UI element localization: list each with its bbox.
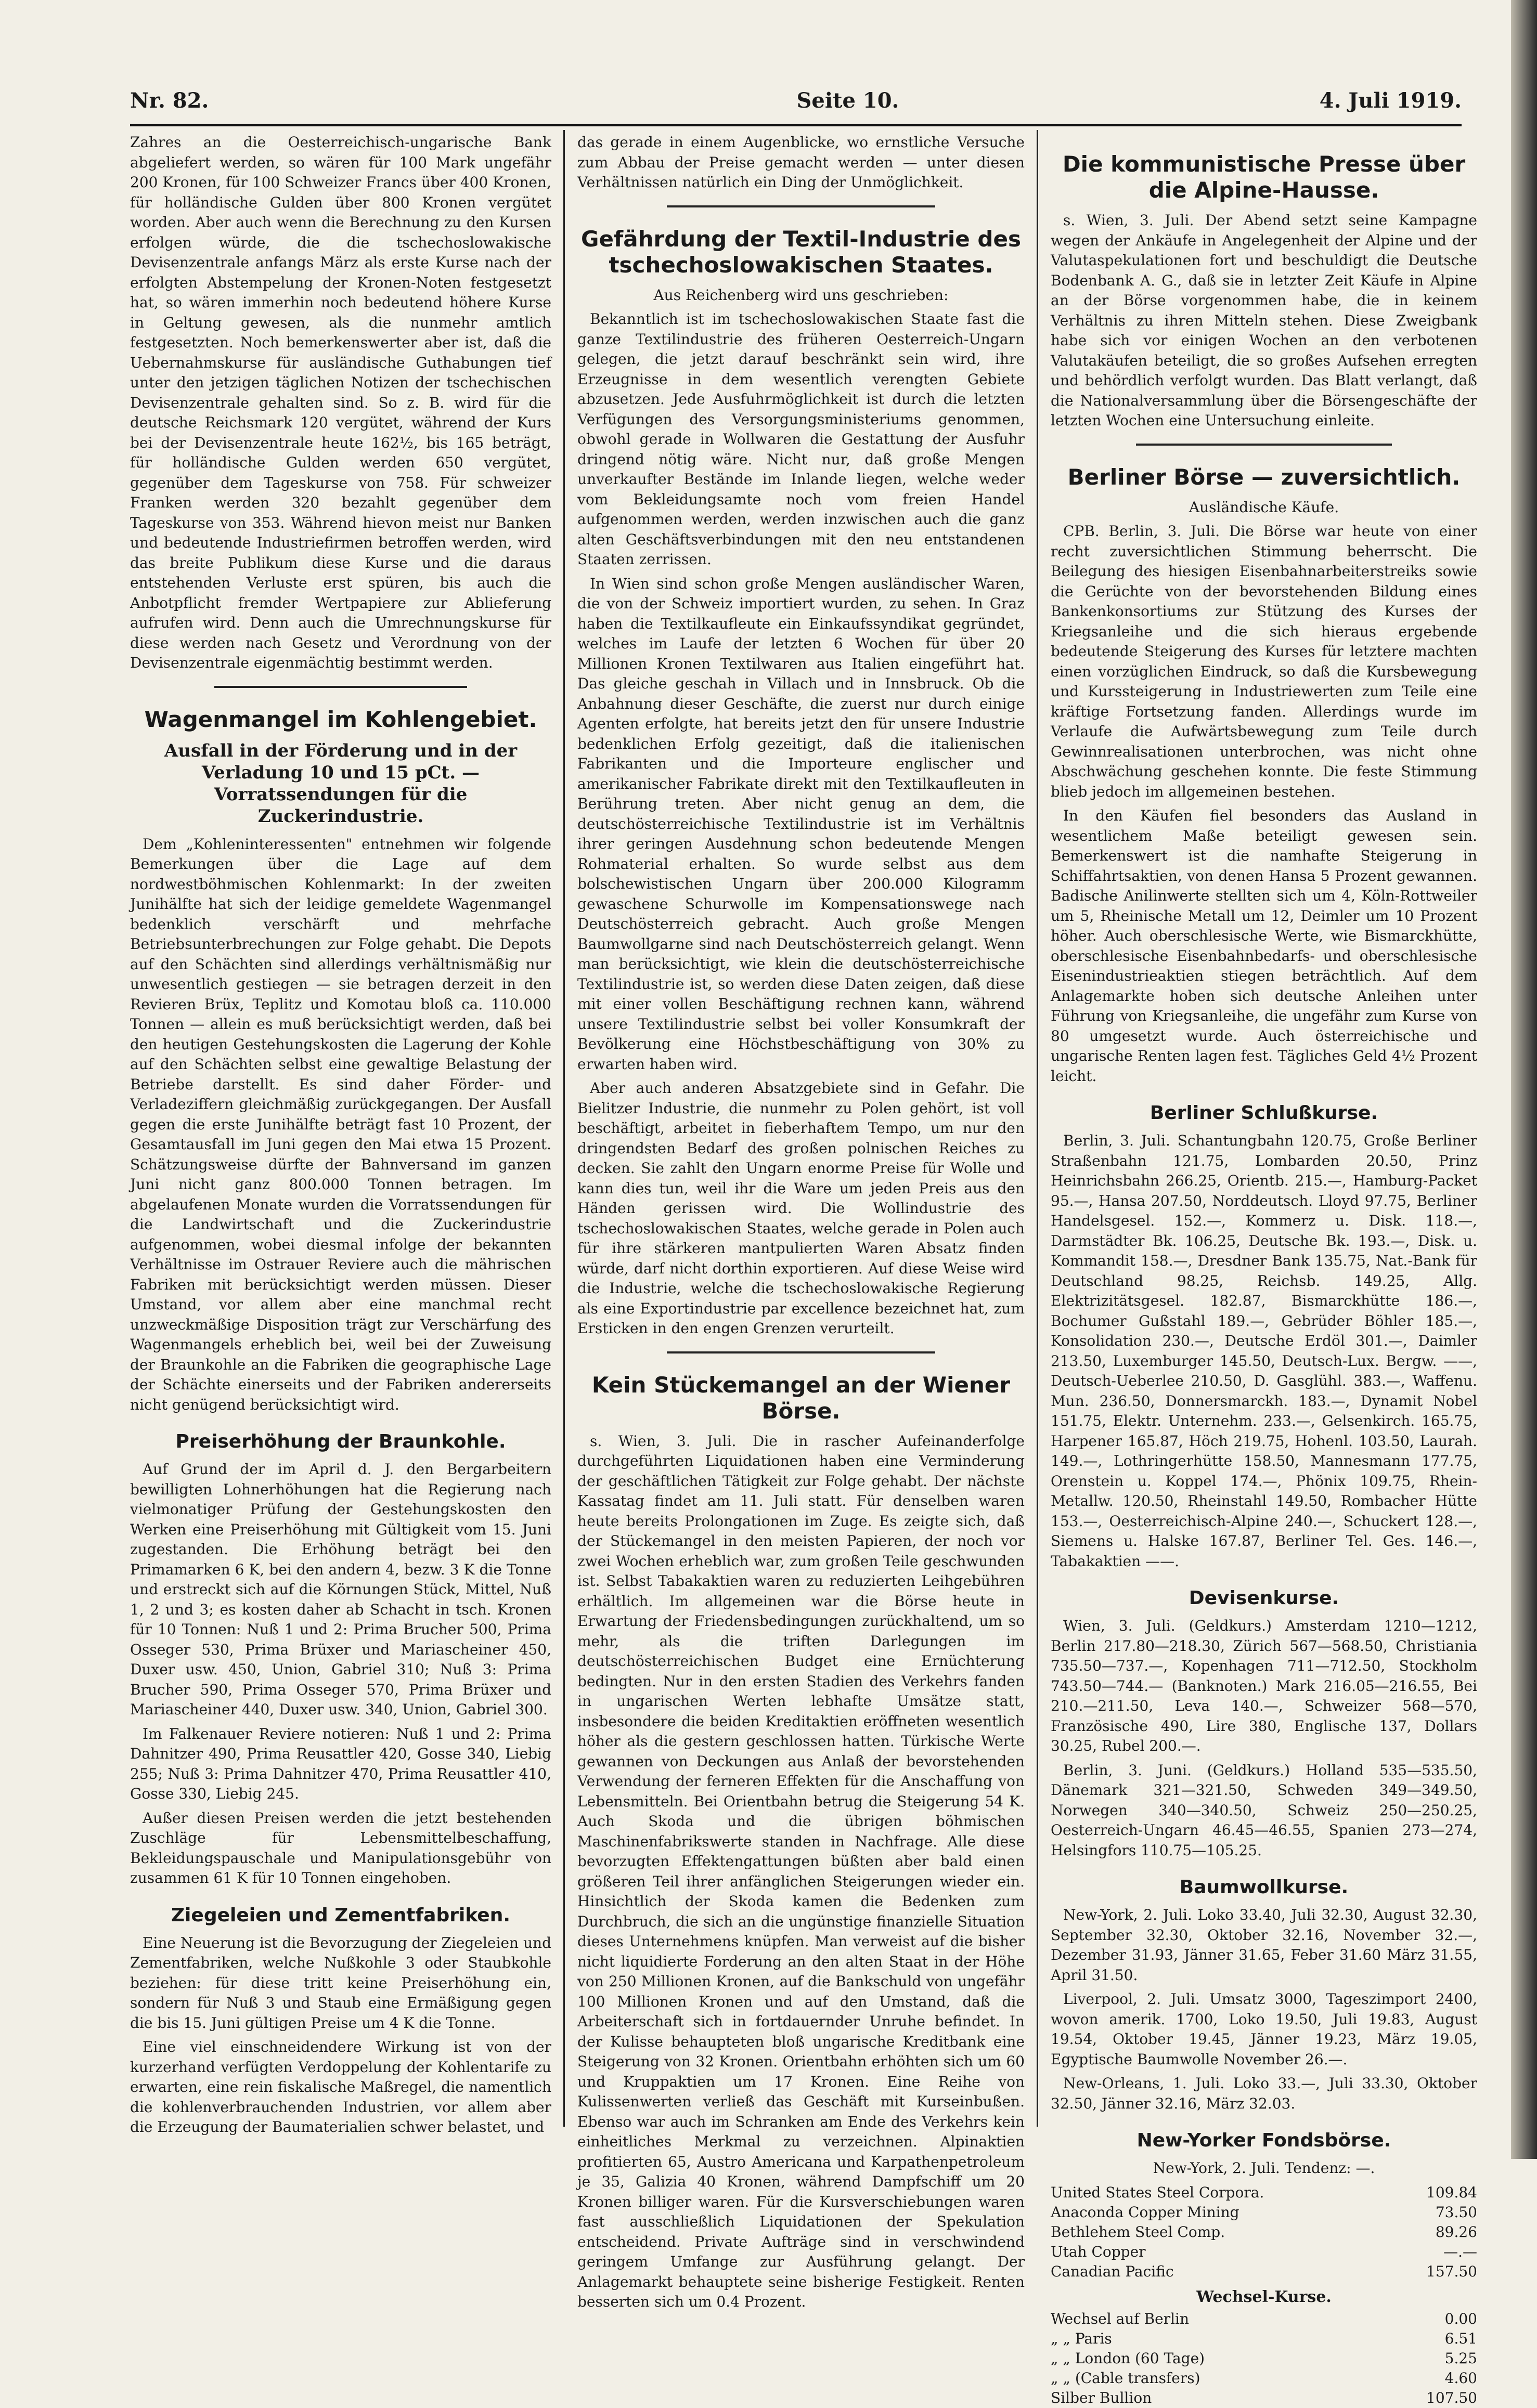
article-paragraph: s. Wien, 3. Juli. Der Abend setzt seine Kampagne wegen der Ankäufe in Angelegenheit der Alpine und der Valutaspekulationen fort und beschuldigt die Deutsche Bodenbank A. G., daß sie in letzter Zeit Käufe in Alpine an der Börse vorgenommen habe, die in keinem Verhältnis zu ihren Mitteln stehen. Diese Zweigbank habe sich vor einigen Wochen an den verbotenen Valutakäufen beteiligt, die so großes Aufsehen erregten und behördlich verfolgt wurden. Das Blatt verlangt, daß die Nationalversammlung über die Börsengeschäfte der letzten Wochen eine Untersuchung einleite. xyxy=(1051,212,1477,429)
column-3 xyxy=(1051,133,1477,2406)
exchange-name: „ „ London (60 Tage) xyxy=(1051,2349,1205,2367)
exchange-value: 107.50 xyxy=(1426,2389,1477,2406)
article-title-textil: Gefährdung der Textil-Industrie des tschechoslowakischen Staates. xyxy=(581,226,1021,278)
article-paragraph: Dem „Kohleninteressenten" entnehmen wir folgende Bemerkungen über die Lage auf dem nordwestböhmischen Kohlenmarkt: In der zweiten Junihälfte hat sich der leidige gemeldete Wagenmangel bedenklich verschärft und mehrfache Betriebsunterbrechungen zur Folge gehabt. Die Depots auf den Schächten sind allerdings verhältnismäßig nur unwesentlich gestiegen — sie betragen derzeit in den Revieren Brüx, Teplitz und Komotau bloß ca. 110.000 Tonnen — allein es muß berücksichtigt werden, daß bei den heutigen Gestehungskosten die Lagerung der Kohle auf den Schächten selbst eine gewaltige Belastung der Betriebe darstellt. Es sind daher Förder- und Verladeziffern gleichmäßig zurückgegangen. Der Ausfall gegen die erste Junihälfte beträgt fast 10 Prozent, der Gesamtausfall im Juni gegen den Mai etwa 15 Prozent. Schätzungsweise dürfte der Bahnversand im ganzen Juni nicht ganz 800.000 Tonnen betragen. Im abgelaufenen Monate wurden die Vorratssendungen für die Landwirtschaft und die Zuckerindustrie aufgenommen, wobei diesmal infolge der bekannten Verhältnisse im Ostrauer Reviere auch die mährischen Fabriken mit berücksichtigt werden müssen. Dieser Umstand, vor allem aber eine manchmal recht unzweckmäßige Disposition trägt zur Verschärfung des Wagenmangels erheblich bei, weil bei der Zuweisung der Braunkohle an die Fabriken die geographische Lage der Schächte einerseits und der Fabriken andererseits nicht genügend berücksichtigt wird. xyxy=(130,835,551,1413)
table-row xyxy=(1051,2183,1477,2203)
exchange-name: Silber Bullion xyxy=(1051,2389,1152,2406)
stock-value: 73.50 xyxy=(1435,2203,1477,2221)
table-row xyxy=(1051,2388,1477,2408)
article-continuation: Zahres an die Oesterreichisch-ungarische Bank abgeliefert werden, so wären für 100 Mark ungefähr 200 Kronen, für 100 Schweizer Francs über 400 Kronen, für holländische Gulden über 800 Kronen vergütet worden. Aber auch wenn die Berechnung zu den Kursen erfolgen würde, die die tschechoslowakische Devisenzentrale anfangs März als erste Kurse nach der erfolgten Abstempelung der Kronen-Noten festgesetzt hat, so wären immerhin noch bedeutend höhere Kurse in Geltung gewesen, als die nunmehr amtlich festgesetzten. Noch bemerkenswerter aber ist, daß die Uebernahmskurse für ausländische Guthabungen tief unter den jetzigen täglichen Notizen der tschechischen Devisenzentrale gehalten sind. So z. B. wird für die deutsche Reichsmark 120 vergütet, während der Kurs bei der Devisenzentrale heute 162½, bis 165 beträgt, für holländische Gulden werden 650 vergütet, gegenüber dem Tageskurse von 758. Für schweizer Franken werden 320 bezahlt gegenüber dem Tageskurse von 353. Während hievon meist nur Banken und bedeutende Industriefirmen betroffen werden, wird das breite Publikum diese Kurse und die daraus entstehenden Verluste erst spüren, bis auch die Anbotpflicht fremder Wertpapiere zur Ablieferung aufrufen wird. Denn auch die Umrechnungskurse für diese werden nach Gesetz und Verordnung von der Devisenzentrale eigenmächtig bestimmt werden. xyxy=(130,134,551,671)
table-row xyxy=(1051,2242,1477,2262)
article-paragraph: Bekanntlich ist im tschechoslowakischen Staate fast die ganze Textilindustrie des früheren Oesterreich-Ungarn gelegen, die jetzt darauf beschränkt sein wird, ihre Erzeugnisse in dem wesentlich verengten Gebiete abzusetzen. Jede Ausfuhrmöglichkeit ist durch die letzten Verfügungen des Versorgungsministeriums genommen, obwohl gerade in Wollwaren die Gestattung der Ausfuhr dringend nötig wäre. Nicht nur, daß große Mengen unverkaufter Bestände im Inlande liegen, welche weder vom Bekleidungsamte noch vom freien Handel aufgenommen werden, werden inzwischen auch die ganz alten Geschäftsverbindungen mit den neu entstandenen Staaten zerrissen. xyxy=(577,310,1025,568)
table-row xyxy=(1051,2349,1477,2368)
article-paragraph: Außer diesen Preisen werden die jetzt bestehenden Zuschläge für Lebensmittelbeschaffung, Bekleidungspauschale und Manipulationsgebühr von zusammen 61 K für 10 Tonnen eingehoben. xyxy=(130,1809,551,1886)
article-title-berliner-boerse: Berliner Börse — zuversichtlich. xyxy=(1067,464,1461,490)
issue-date: 4. Juli 1919. xyxy=(1319,88,1462,113)
stock-name: United States Steel Corpora. xyxy=(1051,2183,1264,2201)
column-divider-2 xyxy=(1037,130,1038,2127)
issue-number: Nr. 82. xyxy=(130,88,209,113)
stock-value: 157.50 xyxy=(1426,2262,1477,2280)
section-title-ny-fondsboerse: New-Yorker Fondsbörse. xyxy=(1136,2130,1391,2151)
ny-quotes-table xyxy=(1051,2183,1477,2282)
article-separator xyxy=(1136,444,1392,446)
quotes-paragraph: Wien, 3. Juli. (Geldkurs.) Amsterdam 1210—1212, Berlin 217.80—218.30, Zürich 567—568.50, Christiania 735.50—737.—, Kopenhagen 711—712.50, Stockholm 743.50—744.— (Banknoten.) Mark 216.05—216.55, Bei 210.—211.50, Leva 140.—, Schweizer 568—570, Französische 490, Lire 380, Englische 137, Dollars 30.25, Rubel 200.—. xyxy=(1051,1617,1477,1754)
exchange-value: 4.60 xyxy=(1444,2369,1477,2387)
article-paragraph: Auf Grund der im April d. J. den Bergarbeitern bewilligten Lohnerhöhungen hat die Regierung nach vielmonatiger Prüfung der Gestehungskosten den Werken eine Preiserhöhung mit Gültigkeit vom 15. Juni zugestanden. Die Erhöhung beträgt bei den Primamarken 6 K, bei den andern 4, bezw. 3 K die Tonne und erstreckt sich auf die Körnungen Stück, Mittel, Nuß 1, 2 und 3; es kosten daher ab Schacht in tsch. Kronen für 10 Tonnen: Nuß 1 und 2: Prima Brucher 500, Prima Osseger 530, Prima Brüxer und Mariascheiner 450, Duxer usw. 450, Union, Gabriel 310; Nuß 3: Prima Brucher 590, Prima Osseger 570, Prima Brüxer und Mariascheiner 440, Duxer usw. 340, Union, Gabriel 300. xyxy=(130,1461,551,1718)
exchange-name: „ „ (Cable transfers) xyxy=(1051,2369,1200,2387)
article-paragraph: Eine Neuerung ist die Bevorzugung der Ziegeleien und Zementfabriken, welche Nußkohle 3 oder Staubkohle beziehen: für diese tritt keine Preiserhöhung ein, sondern für Nuß 3 und Staub eine Ermäßigung gegen die bis 15. Juni gültigen Preise um 4 K die Tonne. xyxy=(130,1934,551,2032)
article-separator xyxy=(214,686,467,688)
article-paragraph: In Wien sind schon große Mengen ausländischer Waren, die von der Schweiz importiert wurden, zu sehen. In Graz haben die Textilkaufleute ein Einkaufssyndikat gegründet, welches im Laufe der letzten 6 Wochen für über 20 Millionen Kronen Textilwaren aus Italien eingeführt hat. Das gleiche geschah in Villach und in Innsbruck. Ob die Anbahnung dieser Geschäfte, die zuerst nur durch einige Agenten erfolgte, hat bereits jetzt den für unsere Industrie bedenklichen Erfolg gezeitigt, daß die italienischen Fabrikanten und die Importeure englischer und amerikanischer Fabrikate direkt mit den Textilkaufleuten in Berührung treten. Aber nicht genug an dem, die deutschösterreichische Textilindustrie ist im Verhältnis ihrer geringen Ausdehnung schon bedeutende Mengen Rohmaterial erhalten. So wurde selbst aus dem bolschewistischen Ungarn über 200.000 Kilogramm gewaschene Schurwolle im Kompensationswege nach Deutschösterreich gebracht. Auch große Mengen Baumwollgarne sind nach Deutschösterreich gelangt. Wenn man berücksichtigt, wie klein die deutschösterreichische Textilindustrie ist, so werden diese Daten zeigen, daß diese mit einer vollen Beschäftigung rechnen kann, während unsere Textilindustrie selbst bei voller Konsumkraft der Bevölkerung eine Höchstbeschäftigung von 30% zu erwarten haben wird. xyxy=(577,575,1025,1073)
exchange-name: „ „ Paris xyxy=(1051,2329,1112,2347)
exchange-value: 0.00 xyxy=(1444,2310,1477,2327)
section-title-devisenkurse: Devisenkurse. xyxy=(1189,1587,1339,1609)
table-row xyxy=(1051,2368,1477,2388)
article-subtitle-berliner-boerse: Ausländische Käufe. xyxy=(1189,498,1339,516)
table-row xyxy=(1051,2262,1477,2282)
article-dateline: Aus Reichenberg wird uns geschrieben: xyxy=(653,286,949,304)
article-title-wagenmangel: Wagenmangel im Kohlengebiet. xyxy=(144,706,537,732)
article-paragraph: In den Käufen fiel besonders das Ausland in wesentlichem Maße beteiligt gewesen sein. Bemerkenswert ist die namhafte Steigerung in Schiffahrtsaktien, von denen Hansa 5 Prozent gewannen. Badische Anilinwerte stellten sich um 4, Köln-Rottweiler um 5, Rheinische Metall um 12, Deimler um 10 Prozent höher. Auch oberschlesische Werte, wie Bismarckhütte, oberschlesische Eisenbahnbedarfs- und oberschlesische Eisenindustrieaktien stiegen beträchtlich. Auf dem Anlagemarkte hoben sich deutsche Anleihen unter Führung von Kriegsanleihe, die ungefähr zum Kurse von 80 umgesetzt wurde. Auch österreichische und ungarische Renten lagen fest. Tägliches Geld 4½ Prozent leicht. xyxy=(1051,807,1477,1085)
article-title-stueckemangel: Kein Stückemangel an der Wiener Börse. xyxy=(591,1372,1011,1424)
table-row xyxy=(1051,2203,1477,2222)
header-rule xyxy=(130,124,1462,126)
quotes-paragraph: New-Orleans, 1. Juli. Loko 33.—, Juli 33.30, Oktober 32.50, Jänner 32.16, März 32.03. xyxy=(1051,2075,1477,2112)
exchange-name: Wechsel auf Berlin xyxy=(1051,2310,1190,2327)
table-row xyxy=(1051,2309,1477,2329)
page-header xyxy=(130,83,1462,120)
ny-tendency: New-York, 2. Juli. Tendenz: —. xyxy=(1153,2159,1375,2177)
column-1 xyxy=(130,133,551,2136)
table-row xyxy=(1051,2329,1477,2349)
stock-name: Utah Copper xyxy=(1051,2243,1146,2260)
article-paragraph: Eine viel einschneidendere Wirkung ist von der kurzerhand verfügten Verdoppelung der Kohlentarife zu erwarten, eine rein fiskalische Maßregel, die namentlich die kohlenverbrauchenden Industrien, vor allem aber die Erzeugung der Baumaterialien schwer belastet, und xyxy=(130,2038,551,2136)
quotes-paragraph: New-York, 2. Juli. Loko 33.40, Juli 32.30, August 32.30, September 32.30, Oktober 32.16, November 32.—, Dezember 31.93, Jänner 31.65, Feber 31.60 März 31.55, April 31.50. xyxy=(1051,1906,1477,1984)
page-number: Seite 10. xyxy=(796,88,899,113)
stock-name: Canadian Pacific xyxy=(1051,2262,1174,2280)
article-subtitle-wagenmangel: Ausfall in der Förderung und in der Verladung 10 und 15 pCt. — Vorratssendungen für die Zuckerindustrie. xyxy=(164,740,518,827)
article-continuation: das gerade in einem Augenblicke, wo ernstliche Versuche zum Abbau der Preise gemacht werden — unter diesen Verhältnissen natürlich ein Ding der Unmöglichkeit. xyxy=(577,134,1025,191)
stock-value: —.— xyxy=(1443,2243,1477,2260)
article-separator xyxy=(667,1351,935,1353)
stock-name: Anaconda Copper Mining xyxy=(1051,2203,1239,2221)
article-title-kommunistische-presse: Die kommunistische Presse über die Alpine-Hausse. xyxy=(1062,151,1466,203)
quotes-paragraph: Liverpool, 2. Juli. Umsatz 3000, Tageszimport 2400, wovon amerik. 1700, Loko 19.50, Juli 19.83, August 19.54, Oktober 19.45, Jänner 19.23, März 19.05, Egyptische Baumwolle November 26.—. xyxy=(1051,1990,1477,2068)
exchange-value: 6.51 xyxy=(1444,2329,1477,2347)
article-paragraph: Im Falkenauer Reviere notieren: Nuß 1 und 2: Prima Dahnitzer 490, Prima Reusattler 420, Gosse 340, Liebig 255; Nuß 3: Prima Dahnitzer 470, Prima Reusattler 410, Gosse 330, Liebig 245. xyxy=(130,1725,551,1802)
article-paragraph: CPB. Berlin, 3. Juli. Die Börse war heute von einer recht zuversichtlichen Stimmung beherrscht. Die Beilegung des hiesigen Eisenbahnarbeiterstreiks sowie die Gerüchte von der bevorstehenden Bildung eines Bankenkonsortiums zur Stützung des Kurses der Kriegsanleihe und die sich hieraus ergebende bedeutende Steigerung des Kurses für letztere machten einen vorzüglichen Eindruck, so daß die Kursbewegung und Kurssteigerung in Industriewerten zum Teile eine kräftige Fortsetzung fanden. Allerdings wurde im Verlaufe die Aufwärtsbewegung zum Teile durch Gewinnrealisationen unterbrochen, was nicht ohne Abschwächung geschehen konnte. Die feste Stimmung blieb jedoch im allgemeinen bestehen. xyxy=(1051,523,1477,800)
exchange-value: 5.25 xyxy=(1444,2349,1477,2367)
section-title-schlusskurse: Berliner Schlußkurse. xyxy=(1149,1102,1378,1124)
stock-name: Bethlehem Steel Comp. xyxy=(1051,2223,1225,2241)
section-title-baumwollkurse: Baumwollkurse. xyxy=(1179,1877,1349,1898)
section-title-ziegeleien: Ziegeleien und Zementfabriken. xyxy=(171,1904,511,1926)
section-title-preiserhoehung: Preiserhöhung der Braunkohle. xyxy=(175,1431,506,1452)
stock-value: 89.26 xyxy=(1435,2223,1477,2241)
section-title-wechselkurse: Wechsel-Kurse. xyxy=(1196,2287,1332,2306)
quotes-paragraph: Berlin, 3. Juli. Schantungbahn 120.75, Große Berliner Straßenbahn 121.75, Lombarden 20.50, Prinz Heinrichsbahn 266.25, Orientb. 215.—, Hamburg-Packet 95.—, Hansa 207.50, Norddeutsch. Lloyd 97.75, Berliner Handelsgesel. 152.—, Kommerz u. Disk. 118.—, Darmstädter Bk. 106.25, Deutsche Bk. 193.—, Disk. u. Kommandit 158.—, Dresdner Bank 135.75, Nat.-Bank für Deutschland 98.25, Reichsb. 149.25, Allg. Elektrizitätsgesel. 182.87, Bismarckhütte 186.—, Bochumer Gußstahl 189.—, Gebrüder Böhler 185.—, Konsolidation 230.—, Deutsche Erdöl 301.—, Daimler 213.50, Luxemburger 145.50, Deutsch-Lux. Bergw. ——, Deutsch-Ueberlee 210.50, D. Gasglühl. 383.—, Waffenu. Mun. 236.50, Donnersmarckh. 183.—, Dynamit Nobel 151.75, Elektr. Unternehm. 233.—, Gelsenkirch. 165.75, Harpener 165.87, Höch 219.75, Hohenl. 103.50, Laurah. 149.—, Lothringerhütte 158.50, Mannesmann 177.75, Orenstein u. Koppel 174.—, Phönix 109.75, Rhein-Metallw. 120.50, Rheinstahl 149.50, Rombacher Hütte 153.—, Oesterreichisch-Alpine 240.—, Schuckert 128.—, Siemens u. Halske 167.87, Berliner Tel. Ges. 146.—, Tabakaktien ——. xyxy=(1051,1132,1477,1570)
quotes-paragraph: Berlin, 3. Juni. (Geldkurs.) Holland 535—535.50, Dänemark 321—321.50, Schweden 349—349.50, Norwegen 340—340.50, Schweiz 250—250.25, Oesterreich-Ungarn 46.45—46.55, Spanien 273—274, Helsingfors 110.75—105.25. xyxy=(1051,1761,1477,1859)
exchange-table xyxy=(1051,2309,1477,2408)
article-paragraph: Aber auch anderen Absatzgebiete sind in Gefahr. Die Bielitzer Industrie, die nunmehr zu Polen gehört, ist voll beschäftigt, arbeitet in fieberhaftem Tempo, um nur den dringendsten Bedarf des großen polnischen Reiches zu decken. Sie zahlt den Ungarn enorme Preise für Wolle und kann dies tun, weil ihr die Ware um jeden Preis aus den Händen gerissen wird. Die Wollindustrie des tschechoslowakischen Staates, welche gerade in Polen auch für ihre stärkeren mantpulierten Waren Absatz finden würde, darf nicht dorthin exportieren. Auf diese Weise wird die Industrie, welche die tschechoslowakische Regierung als eine Exportindustrie par excellence bezeichnet hat, zum Ersticken in den engen Grenzen verurteilt. xyxy=(577,1079,1025,1337)
column-2 xyxy=(577,133,1025,2310)
stock-value: 109.84 xyxy=(1426,2183,1477,2201)
table-row xyxy=(1051,2222,1477,2242)
scan-edge-shadow xyxy=(1511,0,1537,2159)
column-divider-1 xyxy=(563,130,565,2127)
article-paragraph: s. Wien, 3. Juli. Die in rascher Aufeinanderfolge durchgeführten Liquidationen haben eine Verminderung der geschäftlichen Tätigkeit zur Folge gehabt. Der nächste Kassatag findet am 11. Juli statt. Für denselben waren heute bereits Prolongationen im Zuge. Es zeigte sich, daß der Stückemangel in den meisten Papieren, der noch vor zwei Wochen erheblich war, zum großen Teile geschwunden ist. Selbst Tabakaktien waren zu reduzierten Leihgebühren erhältlich. Im allgemeinen war die Börse heute in Erwartung der Friedensbedingungen zurückhaltend, um so mehr, als die triften Darlegungen im deutschösterreichischen Budget eine Ernüchterung bedingten. Nur in den ersten Stadien des Verkehrs fanden in ungarischen Werten lebhafte Umsätze statt, insbesondere die beiden Kreditaktien eröffneten wesentlich höher als die gestern geschlossen hatten. Türkische Werte gewannen von Deckungen aus Anlaß der bevorstehenden Verwendung der ferneren Effekten für die Anschaffung von Lebensmitteln. Bei Orientbahn betrug die Steigerung 54 K. Auch Skoda und die übrigen böhmischen Maschinenfabrikswerte standen in Nachfrage. Alle diese bevorzugten Effektengattungen büßten aber bald einen größeren Teil ihrer anfänglichen Steigerungen wieder ein. Hinsichtlich der Skoda kamen die Bedenken zum Durchbruch, die sich an die ungünstige finanzielle Situation dieses Unternehmens knüpfen. Man verweist auf die bisher nicht liquidierte Forderung an den alten Staat in der Höhe von 250 Millionen Kronen, auf die Bankschuld von ungefähr 100 Millionen Kronen und auf den Umstand, daß die Arbeiterschaft sich in fortdauernder Unruhe befindet. In der Kulisse behaupteten bloß ungarische Kreditbank eine Steigerung von 32 Kronen. Orientbahn erhöhten sich um 60 und Kruppaktien um 17 Kronen. Eine Reihe von Kulissenwerten verließ das Geschäft mit Kurseinbußen. Ebenso war auch im Schranken am Ende des Verkehrs kein einheitliches Merkmal zu verzeichnen. Alpinaktien profitierten 65, Austro Americana und Karpathenpetroleum je 35, Galizia 40 Kronen, während Dampfschiff um 20 Kronen billiger waren. Für die Kursverschiebungen waren fast ausschließlich Liquidationen der Spekulation entscheidend. Private Aufträge sind in verschwindend geringem Umfange zur Ausführung gelangt. Der Anlagemarkt behauptete seine bisherige Festigkeit. Renten besserten sich um 0.4 Prozent. xyxy=(577,1432,1025,2310)
article-separator xyxy=(667,205,935,207)
